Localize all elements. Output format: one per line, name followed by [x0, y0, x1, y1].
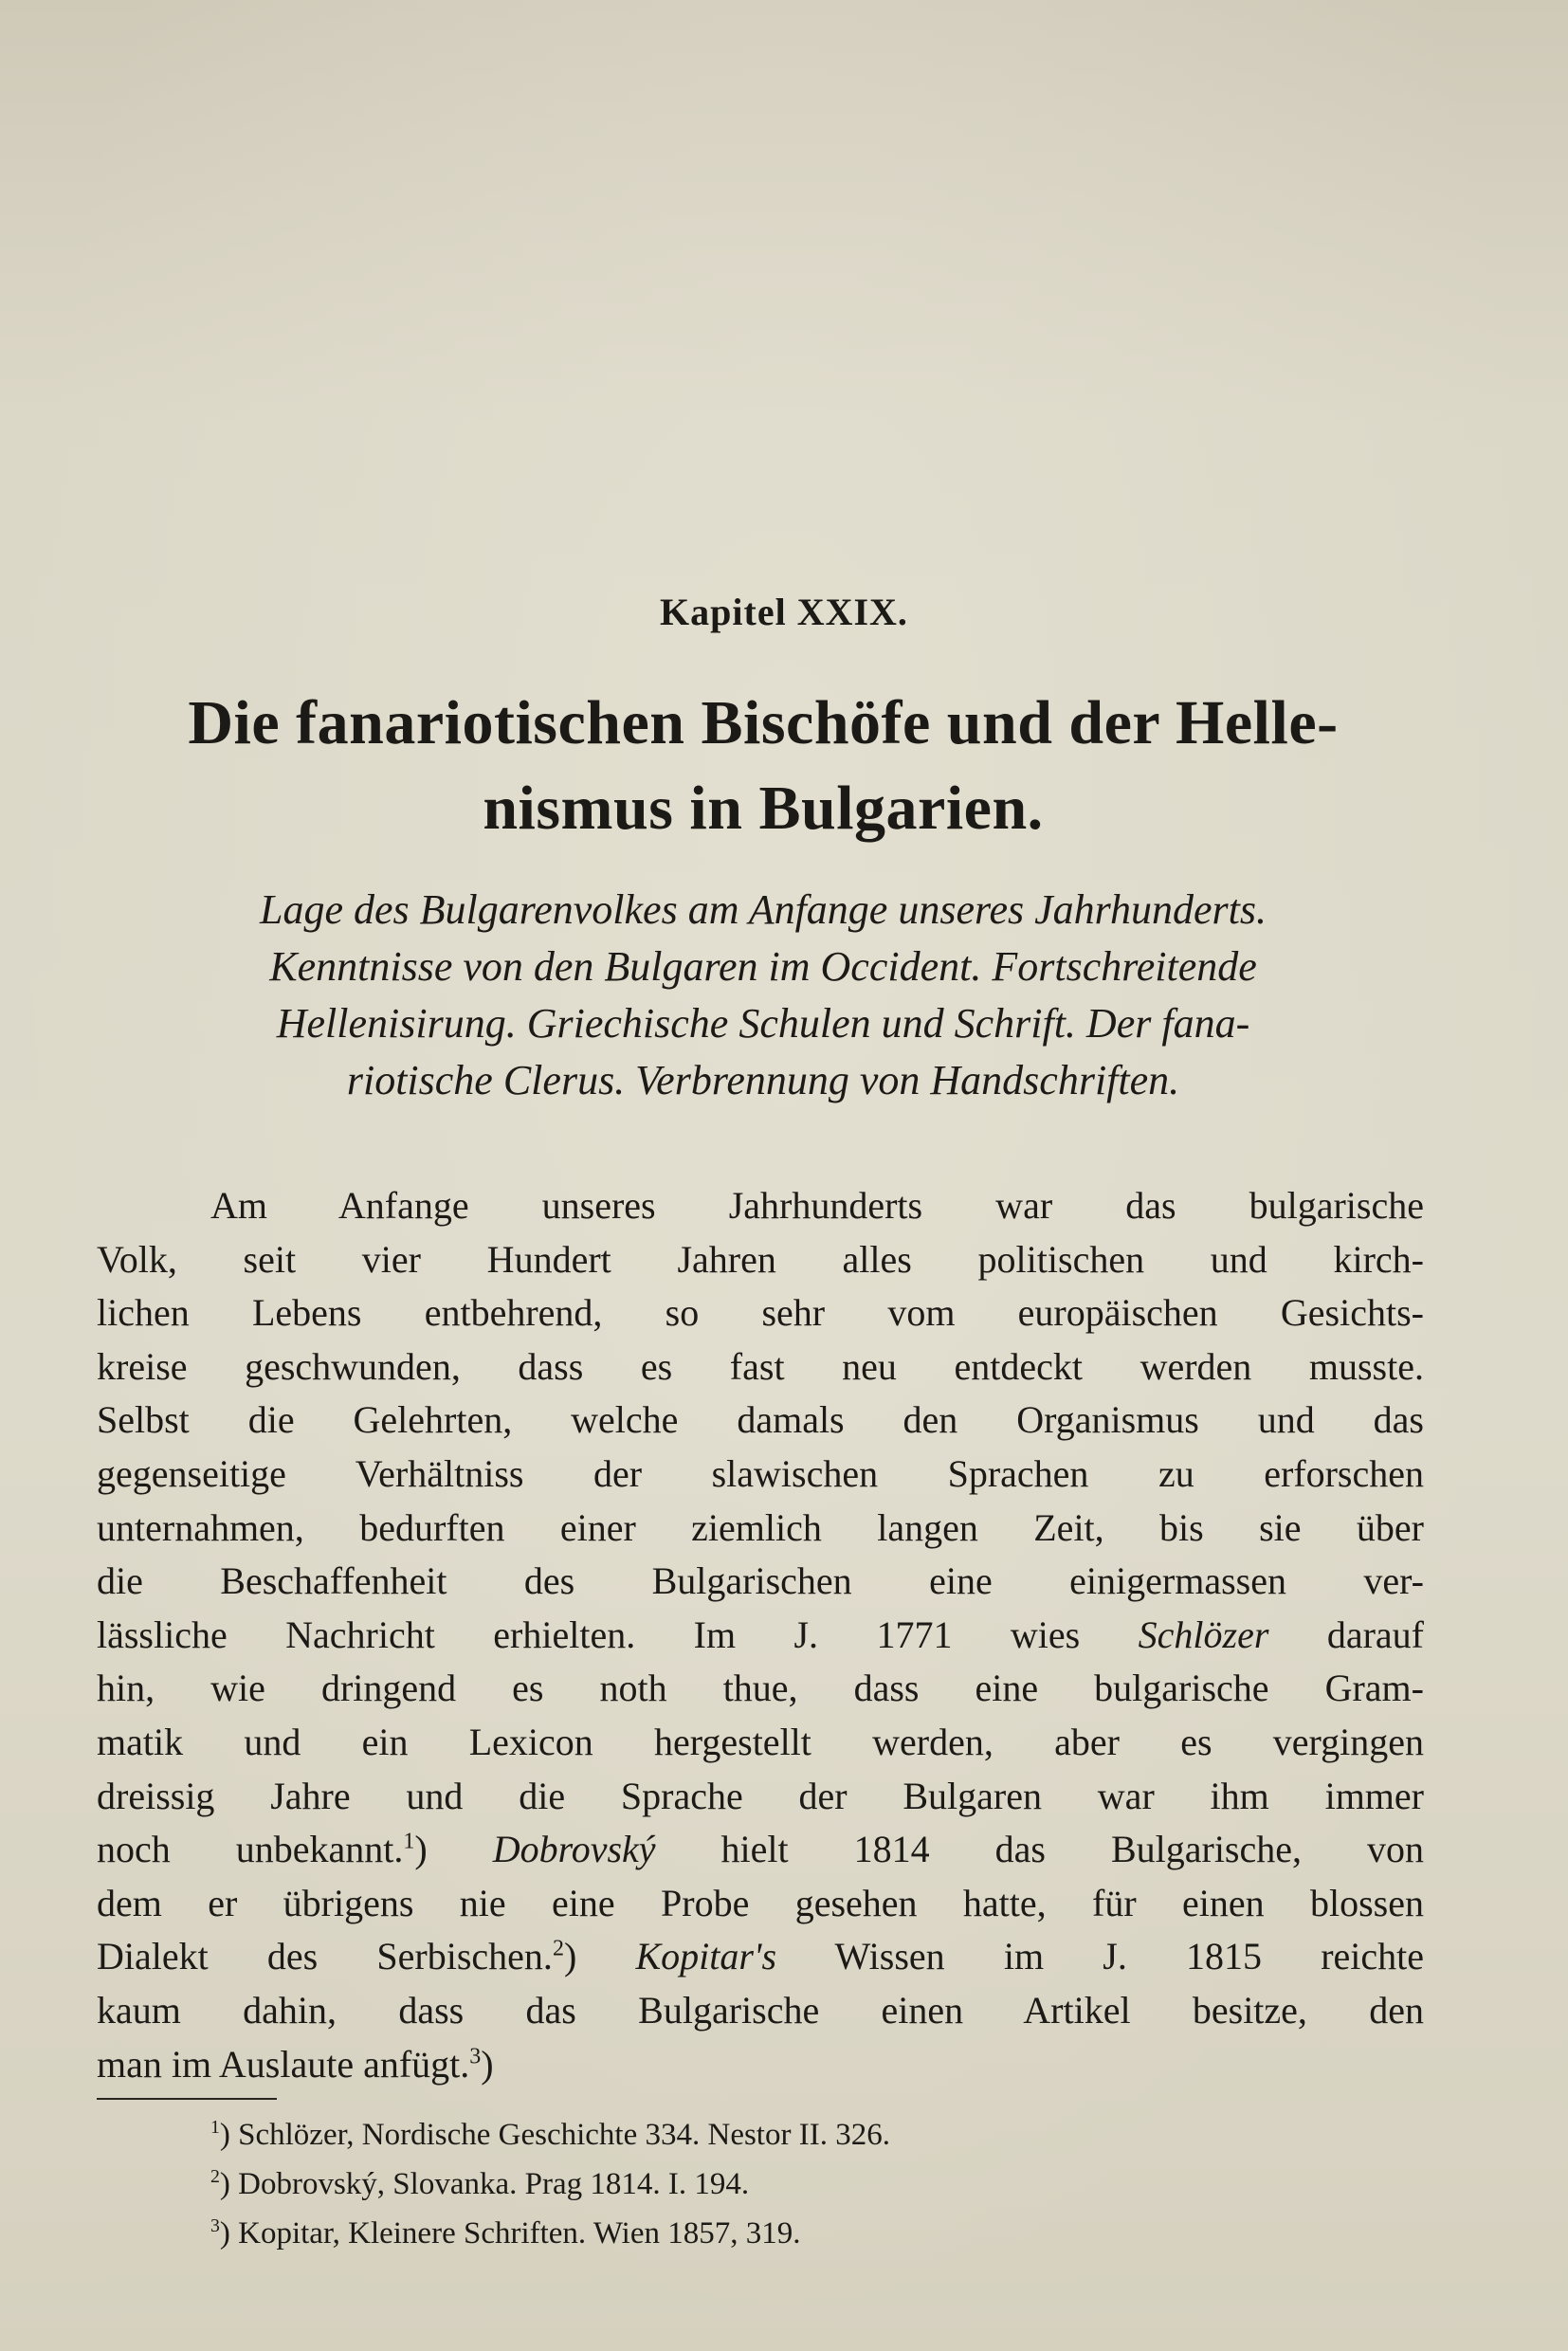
chapter-title-line: Die fanariotischen Bischöfe und der Helle-	[188, 688, 1339, 757]
body-line	[97, 1930, 1424, 1984]
body-line: unternahmen, bedurften einer ziemlich langen Zeit, bis sie über	[97, 1505, 1424, 1549]
body-text-segment: Wissen im J. 1815 reichte	[776, 1935, 1425, 1978]
body-line	[97, 1609, 1424, 1663]
footnote-mark: 1	[210, 2117, 220, 2139]
footnote-mark: 3	[210, 2215, 220, 2237]
author-name-kopitar: Kopitar's	[635, 1935, 777, 1978]
body-text-segment: )	[481, 2042, 494, 2086]
body-text-segment: man im Auslaute anfügt.	[97, 2042, 470, 2086]
footnote-divider	[97, 2098, 277, 2100]
body-line: Volk, seit vier Hundert Jahren alles politischen und kirch-	[97, 1237, 1424, 1281]
body-text-segment: lässliche Nachricht erhielten. Im J. 1771 wies	[97, 1613, 1139, 1656]
body-text-segment: darauf	[1268, 1613, 1424, 1656]
footnote-mark: 2	[210, 2166, 220, 2188]
author-name-dobrovsky: Dobrovský	[492, 1828, 656, 1871]
body-line: gegenseitige Verhältniss der slawischen Sprachen zu erforschen	[97, 1451, 1424, 1495]
chapter-summary	[95, 882, 1431, 1109]
footnotes	[210, 2110, 1253, 2258]
footnote-1	[210, 2110, 1253, 2160]
author-name-schloezer: Schlözer	[1138, 1613, 1269, 1656]
body-text-segment: )	[414, 1828, 493, 1871]
body-line: Selbst die Gelehrten, welche damals den Organismus und das	[97, 1398, 1424, 1442]
summary-line: riotische Clerus. Verbrennung von Handschriften.	[346, 1057, 1180, 1103]
body-line: Am Anfange unseres Jahrhunderts war das bulgarische	[210, 1184, 1424, 1227]
summary-line: Lage des Bulgarenvolkes am Anfange unseres Jahrhunderts.	[260, 886, 1267, 933]
body-paragraph	[97, 1179, 1424, 2091]
body-text-segment: Dialekt des Serbischen.	[97, 1935, 553, 1978]
summary-line: Hellenisirung. Griechische Schulen und Schrift. Der fana-	[276, 1000, 1250, 1047]
body-line: kreise geschwunden, dass es fast neu entdeckt werden musste.	[97, 1344, 1424, 1388]
summary-line: Kenntnisse von den Bulgaren im Occident. Fortschreitende	[269, 943, 1257, 990]
footnote-3	[210, 2209, 1253, 2258]
footnote-text: ) Dobrovský, Slovanka. Prag 1814. I. 194.	[219, 2167, 750, 2201]
body-text-segment: hielt 1814 das Bulgarische, von	[655, 1828, 1425, 1871]
body-text-segment: )	[563, 1935, 636, 1978]
body-line	[97, 1823, 1424, 1877]
footnote-ref-3: 3	[469, 2044, 482, 2069]
body-line: kaum dahin, dass das Bulgarische einen Artikel besitze, den	[97, 1988, 1424, 2032]
footnote-2	[210, 2160, 1253, 2209]
body-line: dreissig Jahre und die Sprache der Bulgaren war ihm immer	[97, 1774, 1424, 1817]
body-line: dem er übrigens nie eine Probe gesehen hatte, für einen blossen	[97, 1881, 1424, 1924]
chapter-title	[95, 681, 1431, 851]
body-line: hin, wie dringend es noth thue, dass eine bulgarische Gram-	[97, 1667, 1424, 1710]
chapter-heading: Kapitel XXIX.	[660, 591, 908, 633]
body-text-segment: noch unbekannt.	[97, 1828, 404, 1871]
body-line: lichen Lebens entbehrend, so sehr vom europäischen Gesichts-	[97, 1291, 1424, 1335]
footnote-ref-1: 1	[403, 1829, 415, 1854]
footnote-ref-2: 2	[552, 1936, 564, 1961]
body-line: matik und ein Lexicon hergestellt werden, aber es vergingen	[97, 1720, 1424, 1763]
body-line: die Beschaffenheit des Bulgarischen eine einigermassen ver-	[97, 1559, 1424, 1603]
body-line	[97, 2038, 1424, 2092]
footnote-text: ) Kopitar, Kleinere Schriften. Wien 1857, 319.	[219, 2216, 801, 2251]
chapter-title-line: nismus in Bulgarien.	[483, 774, 1044, 843]
footnote-text: ) Schlözer, Nordische Geschichte 334. Nestor II. 326.	[219, 2118, 890, 2152]
